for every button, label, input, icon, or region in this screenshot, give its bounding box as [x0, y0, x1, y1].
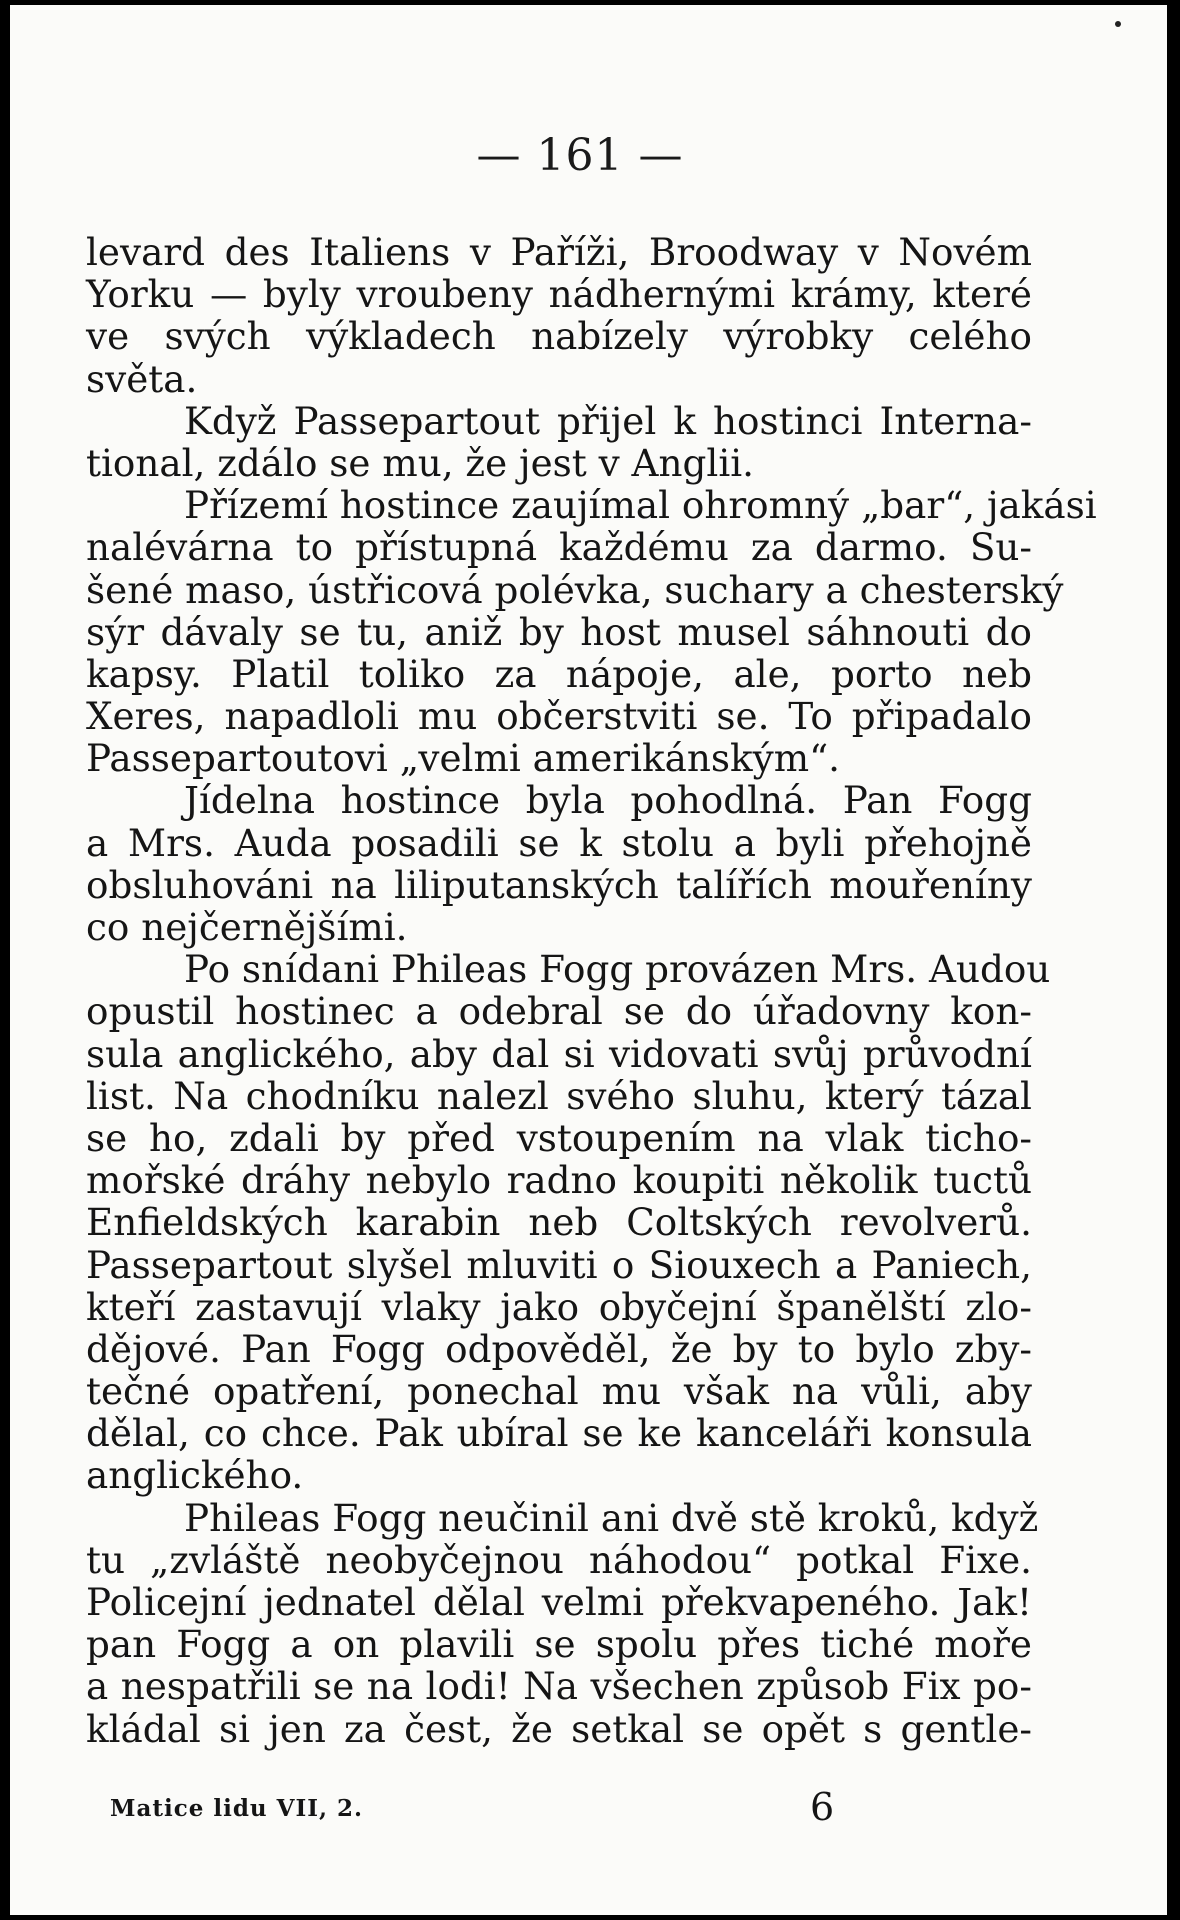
text-line: sula anglického, aby dal si vidovati svůj průvodní [86, 1031, 1032, 1076]
page-number: — 161 — [476, 130, 684, 181]
text-line: Passepartoutovi „velmi amerikánským“. [86, 736, 840, 781]
text-line: levard des Italiens v Paříži, Broodway v Novém [86, 230, 1032, 274]
text-line: tečné opatření, ponechal mu však na vůli, aby [86, 1369, 1032, 1414]
text-line: opustil hostinec a odebral se do úřadovny kon- [86, 989, 1032, 1034]
text-line: se ho, zdali by před vstoupením na vlak ticho- [86, 1115, 1032, 1160]
text-line: Když Passepartout přijel k hostinci Interna- [184, 398, 1032, 443]
footer-sheet-number: 6 [810, 1785, 835, 1829]
text-line: kapsy. Platil toliko za nápoje, ale, porto neb [86, 651, 1032, 696]
text-line: tu „zvláště neobyčejnou náhodou“ potkal Fixe. [86, 1537, 1032, 1582]
text-line: pan Fogg a on plavili se spolu přes tiché moře [86, 1622, 1032, 1667]
text-line: tional, zdálo se mu, že jest v Anglii. [86, 440, 755, 485]
text-line: Po snídani Phileas Fogg provázen Mrs. Audou [184, 947, 1051, 992]
text-line: ve svých výkladech nabízely výrobky celého [86, 314, 1032, 359]
text-line: dělal, co chce. Pak ubíral se ke kanceláři konsula [86, 1411, 1032, 1456]
body-text [86, 230, 1097, 1751]
text-line: nalévárna to přístupná každému za darmo. Su- [86, 525, 1032, 570]
footer-signature: Matice lidu VII, 2. [110, 1795, 364, 1822]
text-line: a nespatřili se na lodi! Na všechen způsob Fix po- [86, 1664, 1032, 1709]
text-line: Yorku — byly vroubeny nádhernými krámy, které [86, 272, 1032, 317]
text-line: Passepartout slyšel mluviti o Siouxech a Paniech, [86, 1242, 1032, 1287]
text-line: co nejčernějšími. [86, 905, 408, 949]
text-line: list. Na chodníku nalezl svého sluhu, který tázal [86, 1073, 1032, 1118]
text-line: sýr dávaly se tu, aniž by host musel sáhnouti do [86, 609, 1032, 654]
text-line: Přízemí hostince zaujímal ohromný „bar“, jakási [184, 483, 1097, 528]
text-line: mořské dráhy nebylo radno koupiti několik tuctů [86, 1158, 1032, 1203]
text-line: šené maso, ústřicová polévka, suchary a chesterský [86, 567, 1064, 612]
text-line: kládal si jen za čest, že setkal se opět s gentle- [86, 1706, 1032, 1751]
text-line: Policejní jednatel dělal velmi překvapeného. Jak! [86, 1580, 1032, 1624]
print-speck [1115, 21, 1121, 27]
book-page [10, 5, 1167, 1915]
text-line: Xeres, napadloli mu občerstviti se. To připadalo [86, 694, 1032, 739]
text-line: a Mrs. Auda posadili se k stolu a byli přehojně [86, 820, 1032, 865]
text-line: dějové. Pan Fogg odpověděl, že by to bylo zby- [86, 1326, 1032, 1371]
text-line: obsluhováni na liliputanských talířích mouřeníny [86, 862, 1032, 907]
text-line: světa. [86, 356, 198, 401]
text-line: Enfieldských karabin neb Coltských revolverů. [86, 1200, 1032, 1245]
text-line: kteří zastavují vlaky jako obyčejní španělští zlo- [86, 1284, 1032, 1329]
text-line: anglického. [86, 1453, 304, 1498]
text-line: Phileas Fogg neučinil ani dvě stě kroků, když [184, 1495, 1039, 1540]
text-line: Jídelna hostince byla pohodlná. Pan Fogg [184, 778, 1032, 823]
